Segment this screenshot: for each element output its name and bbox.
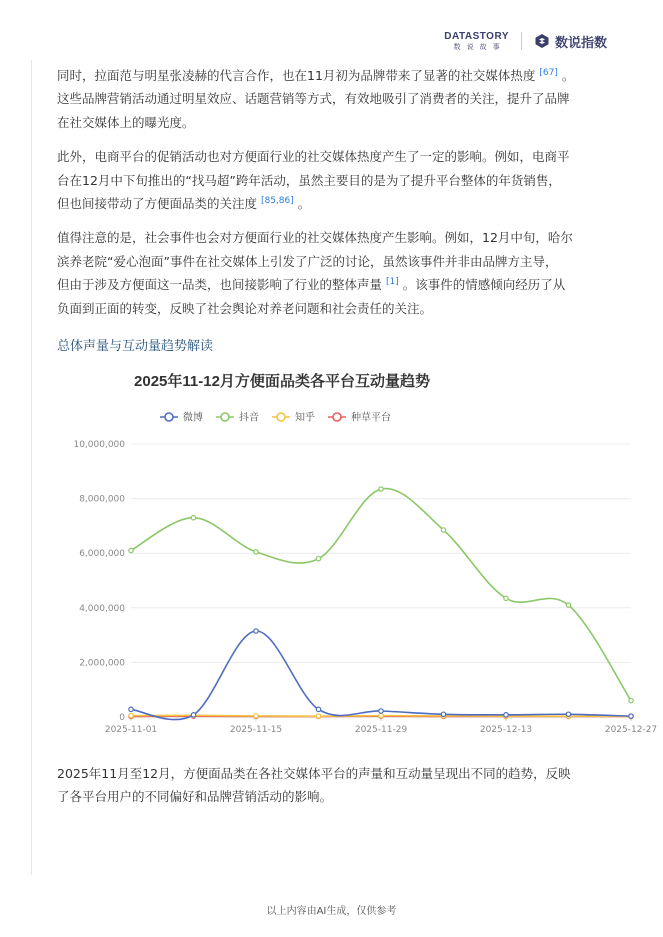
datastory-logo <box>444 32 509 51</box>
paragraph <box>57 64 605 134</box>
text-line: 滨养老院“爱心泡面”事件在社交媒体上引发了广泛的讨论，虽然该事件并非由品牌方主导， <box>57 253 558 269</box>
data-point <box>316 714 320 718</box>
y-tick-label: 6,000,000 <box>79 549 125 560</box>
text-line: 2025年11月至12月，方便面品类在各社交媒体平台的声量和互动量呈现出不同的趋势，反映 <box>57 766 571 781</box>
data-point <box>504 596 508 600</box>
x-tick-label: 2025-12-13 <box>479 725 533 735</box>
legend-marker <box>221 413 229 421</box>
brand-mark-icon <box>534 33 550 49</box>
legend-marker <box>277 413 285 421</box>
text-line: 负面到正面的转变，反映了社会舆论对养老问题和社会责任的关注。 <box>57 300 433 316</box>
data-point <box>191 713 195 717</box>
brand-name: 数说指数 <box>554 35 607 51</box>
y-tick-label: 2,000,000 <box>79 658 125 669</box>
x-tick-label: 2025-11-15 <box>229 725 283 735</box>
datastory-logo-wordmark: DATASTORY <box>444 30 509 42</box>
left-margin-rule <box>31 60 32 875</box>
data-point <box>316 707 320 711</box>
data-point <box>441 528 445 532</box>
text-line: 在社交媒体上的曝光度。 <box>57 114 195 130</box>
data-point <box>129 713 133 717</box>
chart-title: 2025年11-12月方便面品类各平台互动量趋势 <box>134 373 430 390</box>
header <box>444 28 607 54</box>
chart-legend <box>160 411 391 424</box>
data-point <box>504 713 508 717</box>
legend-label: 知乎 <box>295 412 315 424</box>
data-point <box>254 629 258 633</box>
series-line-1 <box>131 631 631 720</box>
y-tick-label: 0 <box>119 713 125 723</box>
data-point <box>441 712 445 716</box>
y-tick-label: 4,000,000 <box>79 603 125 614</box>
legend-item-2[interactable] <box>216 411 259 424</box>
y-axis <box>73 440 125 723</box>
summary-paragraph <box>57 762 605 809</box>
x-axis <box>105 717 657 735</box>
series-line-2 <box>131 488 631 700</box>
citation-link[interactable]: [85,86] <box>260 195 294 206</box>
text-line: 同时，拉面范与明星张凌赫的代言合作，也在11月初为品牌带来了显著的社交媒体热度 [67] 。 <box>57 67 575 83</box>
citation-link[interactable]: [1] <box>385 277 399 288</box>
data-point <box>629 698 633 702</box>
data-point <box>254 550 258 554</box>
data-point <box>566 712 570 716</box>
paragraph <box>57 226 605 320</box>
text-line: 但也间接带动了方便面品类的关注度 [85,86] 。 <box>57 195 311 212</box>
section-title: 总体声量与互动量趋势解读 <box>57 339 214 354</box>
y-tick-label: 8,000,000 <box>79 494 125 505</box>
legend-item-3[interactable] <box>272 411 315 424</box>
footer-disclaimer: 以上内容由AI生成，仅供参考 <box>266 906 397 917</box>
x-tick-label: 2025-12-27 <box>604 725 658 735</box>
data-point <box>379 487 383 491</box>
legend-marker <box>165 413 173 421</box>
data-point <box>566 603 570 607</box>
legend-item-4[interactable] <box>328 411 391 424</box>
legend-item-1[interactable] <box>160 411 203 424</box>
data-point <box>254 714 258 718</box>
data-point <box>129 548 133 552</box>
legend-label: 种草平台 <box>351 412 391 424</box>
y-tick-label: 10,000,000 <box>73 440 125 450</box>
x-tick-label: 2025-11-01 <box>104 725 158 735</box>
chart-series <box>129 487 633 720</box>
x-tick-label: 2025-11-29 <box>354 725 408 735</box>
data-point <box>129 707 133 711</box>
text-line: 值得注意的是，社会事件也会对方便面行业的社交媒体热度产生影响。例如，12月中旬，哈尔 <box>57 230 573 246</box>
data-point <box>191 516 195 520</box>
legend-label: 抖音 <box>239 412 259 424</box>
legend-label: 微博 <box>183 412 203 424</box>
legend-marker <box>333 413 341 421</box>
header-divider <box>521 32 522 50</box>
text-line: 台在12月中下旬推出的“找马超”跨年活动，虽然主要目的是为了提升平台整体的年货销售， <box>57 172 561 188</box>
article-body <box>57 64 605 320</box>
text-line: 了各平台用户的不同偏好和品牌营销活动的影响。 <box>57 789 333 805</box>
paragraph <box>57 145 605 215</box>
citation-link[interactable]: [67] <box>539 67 558 78</box>
data-point <box>316 556 320 560</box>
data-point <box>379 713 383 717</box>
text-line: 但由于涉及方便面这一品类，也间接影响了行业的整体声量 [1] 。该事件的情感倾向经历了从 <box>57 277 566 293</box>
chart-grid <box>131 444 631 717</box>
text-line: 这些品牌营销活动通过明星效应、话题营销等方式，有效地吸引了消费者的关注，提升了品牌 <box>57 91 570 107</box>
text-line: 此外，电商平台的促销活动也对方便面行业的社交媒体热度产生了一定的影响。例如，电商平 <box>57 149 570 165</box>
data-point <box>379 709 383 713</box>
datastory-logo-subtitle: 数说故事 <box>453 42 506 51</box>
brand-logo <box>534 32 607 51</box>
data-point <box>629 714 633 718</box>
line-chart <box>57 362 663 752</box>
